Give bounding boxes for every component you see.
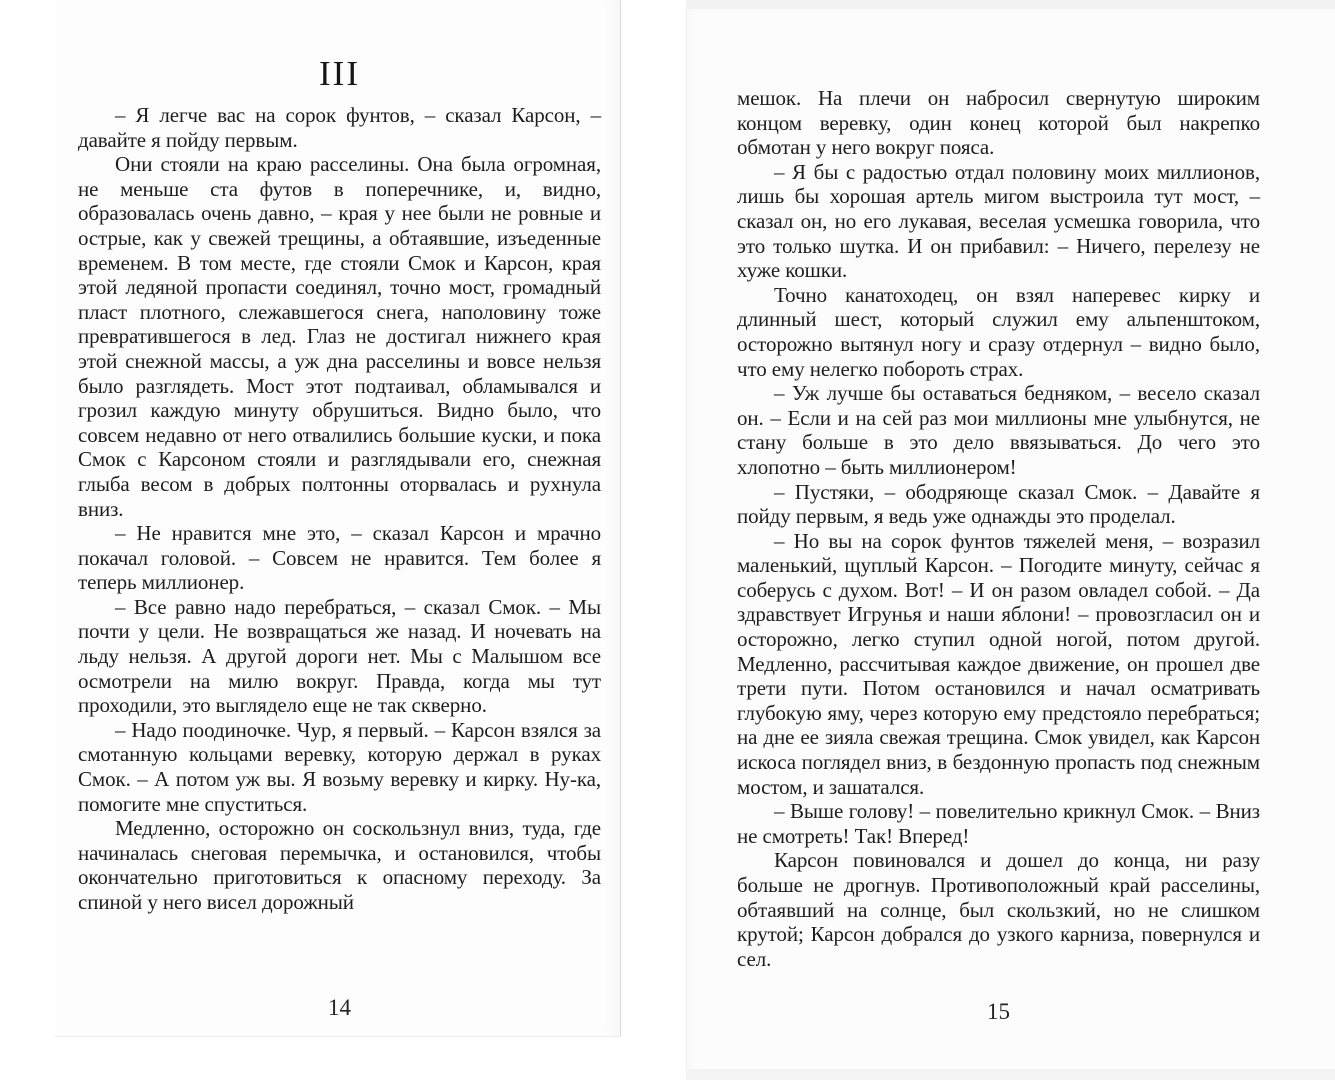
paragraph: – Все равно надо перебраться, – сказал Смок. – Мы почти у цели. Не возвращаться же назад. И ночевать на льду нельзя. А другой дороги нет. Мы с Малышом все осмотрели на милю вокруг. Правда, когда мы тут проходили, это выглядело еще не так скверно. xyxy=(78,594,601,718)
paragraph: Медленно, осторожно он соскользнул вниз, туда, где начиналась снеговая перемычка, и остановился, чтобы окончательно приготовиться к опасному переходу. За спиной у него висел дорожный xyxy=(78,816,601,914)
right-page-text-column xyxy=(737,86,1260,971)
paragraph: Они стояли на краю расселины. Она была огромная, не меньше ста футов в поперечнике, и, видно, образовалась очень давно, – края у нее были не ровные и острые, как у свежей трещины, а обтаявшие, изъеденные временем. В том месте, где стояли Смок и Карсон, края этой ледяной пропасти соединял, точно мост, громадный пласт плотного, слежавшегося снега, наполовину тоже превратившегося в лед. Глаз не достигал нижнего края этой снежной массы, а уж дна расселины и вовсе нельзя было разглядеть. Мост этот подтаивал, обламывался и грозил каждую минуту обрушиться. Видно было, что совсем недавно от него отвалились большие куски, и пока Смок с Карсоном стояли и разглядывали его, снежная глыба весом в добрых полтонны оторвалась и рухнула вниз. xyxy=(78,152,601,521)
paragraph: Карсон повиновался и дошел до конца, ни разу больше не дрогнув. Противоположный край расселины, обтаявший на солнце, был скользкий, но не слишком крутой; Карсон добрался до узкого карниза, повернулся и сел. xyxy=(737,848,1260,971)
page-number: 14 xyxy=(328,995,351,1020)
page-number: 15 xyxy=(987,999,1010,1024)
paragraph: – Я легче вас на сорок фунтов, – сказал Карсон, – давайте я пойду первым. xyxy=(78,103,601,152)
paragraph: – Но вы на сорок фунтов тяжелей меня, – возразил маленький, щуплый Карсон. – Погодите минуту, сейчас я соберусь с духом. Вот! – И он разом овладел собой. – Да здравствует Игрунья и наши яблони! – провозгласил он и осторожно, легко ступил одной ногой, потом другой. Медленно, рассчитывая каждое движение, он прошел две трети пути. Потом остановился и начал осматривать глубокую яму, через которую ему предстояло перебраться; на дне ее зияла свежая трещина. Смок увидел, как Карсон искоса поглядел вниз, в бездонную пропасть под снежным мостом, и зашатался. xyxy=(737,528,1260,799)
scan-edge-top xyxy=(686,0,1335,9)
chapter-heading: III xyxy=(319,54,360,93)
scan-edge-bottom xyxy=(686,1069,1335,1080)
paragraph: – Надо поодиночке. Чур, я первый. – Карсон взялся за смотанную кольцами веревку, которую держал в руках Смок. – А потом уж вы. Я возьму веревку и кирку. Ну-ка, помогите мне спуститься. xyxy=(78,717,601,816)
paragraph: – Пустяки, – ободряюще сказал Смок. – Давайте я пойду первым, я ведь уже однажды это проделал. xyxy=(737,479,1260,529)
paragraph: – Я бы с радостью отдал половину моих миллионов, лишь бы хорошая артель мигом выстроила тут мост, – сказал он, но его лукавая, веселая усмешка говорила, что это только шутка. И он прибавил: – Ничего, перелезу не хуже кошки. xyxy=(737,159,1260,283)
paragraph: – Выше голову! – повелительно крикнул Смок. – Вниз не смотреть! Так! Вперед! xyxy=(737,799,1260,848)
left-page-text-column xyxy=(78,103,601,915)
paragraph: – Не нравится мне это, – сказал Карсон и мрачно покачал головой. – Совсем не нравится. Тем более я теперь миллионер. xyxy=(78,521,601,595)
paragraph: – Уж лучше бы оставаться бедняком, – весело сказал он. – Если и на сей раз мои миллионы мне улыбнутся, не стану больше в это дело ввязываться. До чего это хлопотно – быть миллионером! xyxy=(737,381,1260,479)
paragraph: Точно канатоходец, он взял наперевес кирку и длинный шест, который служил ему альпенштоком, осторожно вытянул ногу и сразу отдернул – видно было, что ему нелегко побороть страх. xyxy=(737,282,1260,381)
paragraph: мешок. На плечи он набросил свернутую широким концом веревку, один конец которой был накрепко обмотан у него вокруг пояса. xyxy=(737,86,1260,160)
